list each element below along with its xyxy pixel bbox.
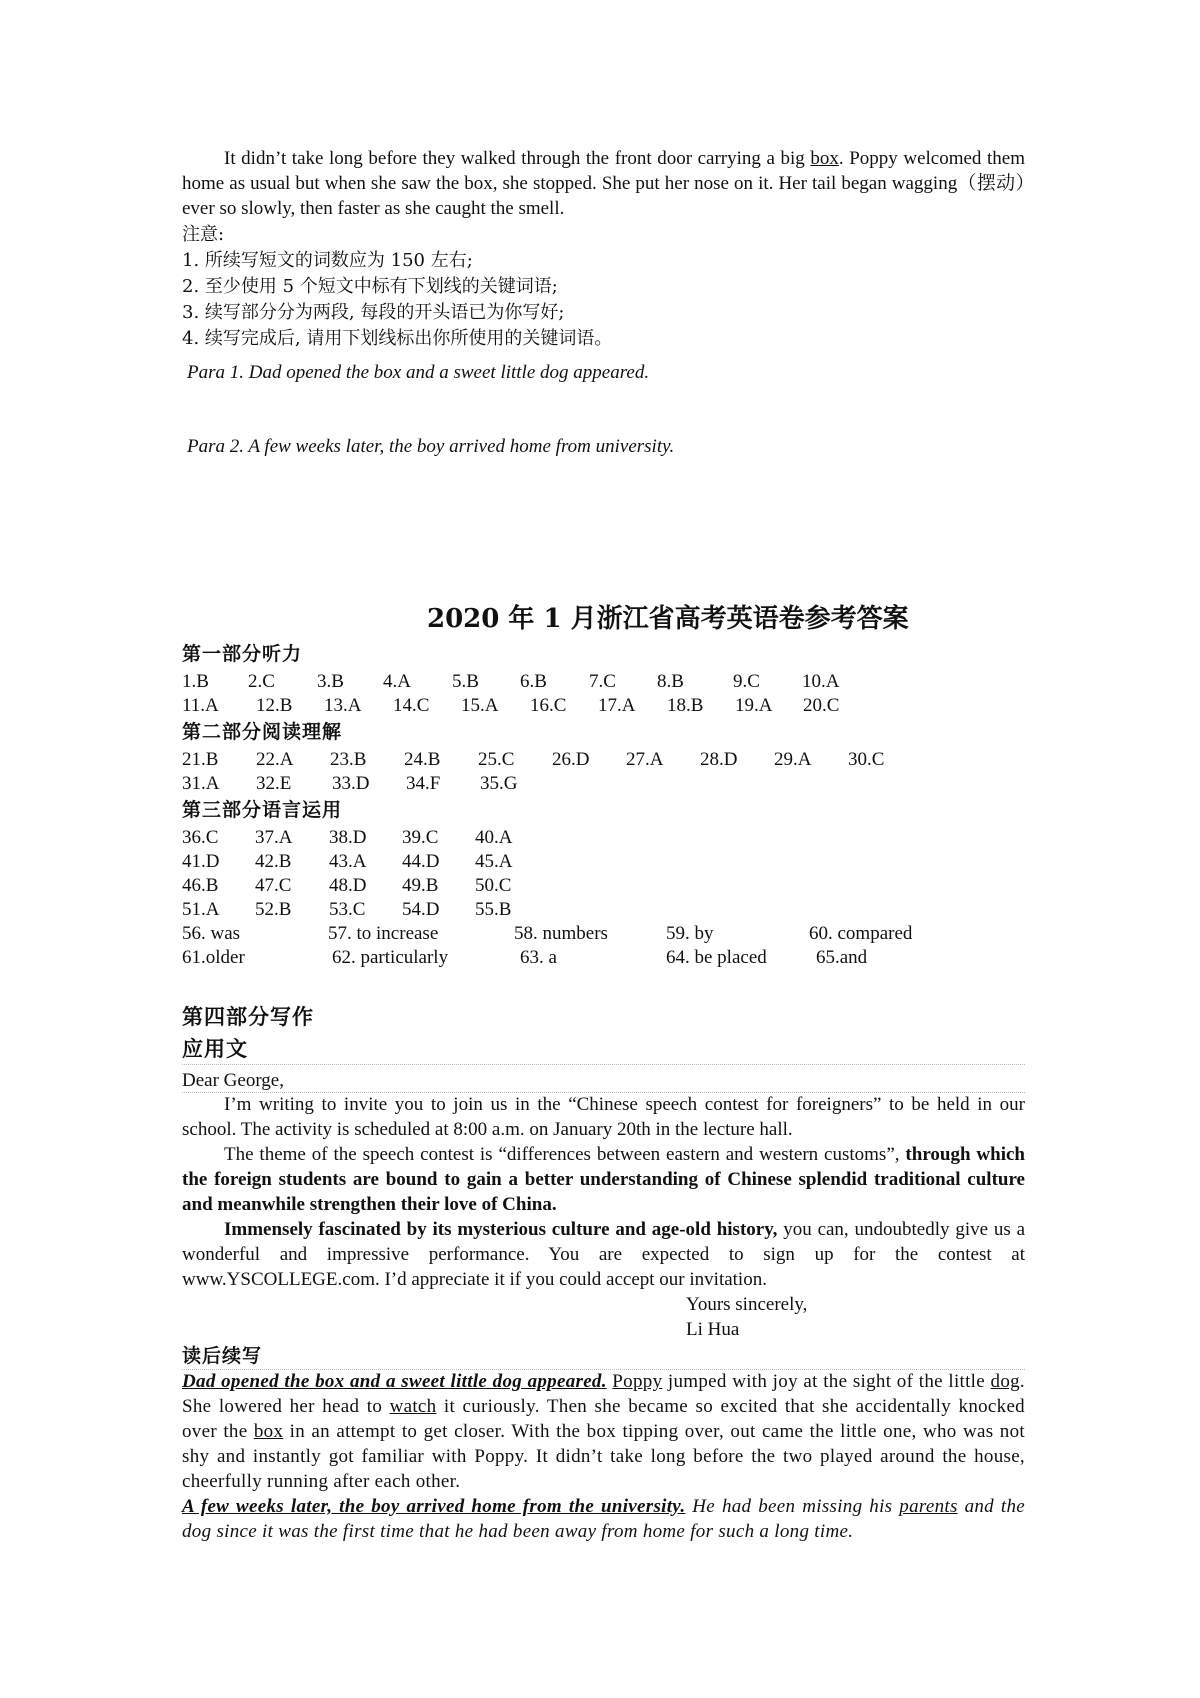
answer-item: 46.B (182, 875, 219, 896)
answer-item: 15.A (461, 695, 499, 716)
continuation-paragraph-2: A few weeks later, the boy arrived home from the university. He had been missing his parents and the dog since it was the first time that he had been away from home for such a long time. (182, 1496, 1025, 1542)
answer-item: 61.older (182, 947, 245, 968)
answer-item: 50.C (475, 875, 512, 896)
answer-item: 26.D (552, 749, 590, 770)
part3-heading: 第三部分语言运用 (182, 799, 343, 821)
letter-paragraph-2: The theme of the speech contest is “differences between eastern and western customs”, through which the foreign students are bound to gain a better understanding of Chinese splendid traditional culture and meanwhile strengthen their love of China. (182, 1144, 1026, 1215)
part1-heading: 第一部分听力 (182, 643, 303, 665)
answer-item: 48.D (329, 875, 367, 896)
answer-item: 40.A (475, 827, 513, 848)
note-2: 2. 至少使用 5 个短文中标有下划线的关键词语; (182, 276, 558, 297)
answer-item: 41.D (182, 851, 220, 872)
note-4: 4. 续写完成后, 请用下划线标出你所使用的关键词语。 (182, 328, 613, 349)
answer-item: 56. was (182, 923, 241, 944)
part4-heading: 第四部分写作 (182, 1005, 314, 1029)
answer-item: 23.B (330, 749, 367, 770)
answer-item: 29.A (774, 749, 812, 770)
answer-item: 62. particularly (332, 947, 449, 968)
answer-item: 45.A (475, 851, 513, 872)
answer-item: 18.B (667, 695, 704, 716)
answer-item: 6.B (520, 671, 547, 692)
answer-item: 36.C (182, 827, 219, 848)
continuation-heading: 读后续写 (182, 1345, 263, 1367)
answer-item: 31.A (182, 773, 220, 794)
answer-item: 22.A (256, 749, 294, 770)
answers-title: 2020 年 1 月浙江省高考英语卷参考答案 (427, 604, 909, 634)
answer-item: 1.B (182, 671, 209, 692)
answer-item: 38.D (329, 827, 367, 848)
answer-item: 8.B (657, 671, 684, 692)
answer-item: 52.B (255, 899, 292, 920)
answer-item: 32.E (256, 773, 292, 794)
answer-item: 16.C (530, 695, 567, 716)
answer-item: 57. to increase (328, 923, 439, 944)
answer-item: 42.B (255, 851, 292, 872)
answer-item: 5.B (452, 671, 479, 692)
answer-item: 27.A (626, 749, 664, 770)
answer-item: 9.C (733, 671, 760, 692)
answer-item: 10.A (802, 671, 840, 692)
answer-item: 64. be placed (666, 947, 767, 968)
letter-paragraph-1: I’m writing to invite you to join us in the “Chinese speech contest for foreigners” to be held in our school. The activity is scheduled at 8:00 a.m. on January 20th in the lecture hall. (182, 1094, 1025, 1140)
answer-item: 39.C (402, 827, 439, 848)
answer-item: 28.D (700, 749, 738, 770)
answer-item: 43.A (329, 851, 367, 872)
note-3: 3. 续写部分分为两段, 每段的开头语已为你写好; (182, 302, 565, 323)
answer-item: 4.A (383, 671, 411, 692)
answer-item: 3.B (317, 671, 344, 692)
answer-item: 7.C (589, 671, 616, 692)
answer-item: 33.D (332, 773, 370, 794)
answer-item: 63. a (520, 947, 557, 968)
answer-item: 2.C (248, 671, 275, 692)
answer-item: 19.A (735, 695, 773, 716)
note-1: 1. 所续写短文的词数应为 150 左右; (182, 250, 473, 271)
answer-item: 24.B (404, 749, 441, 770)
prompt-paragraph: It didn’t take long before they walked through the front door carrying a big box. Poppy welcomed them home as usual but when she saw the box, she stopped. She put her nose on it. Her tail began wagging（摆动）ever so slowly, then faster as she caught the smell. (182, 148, 1025, 219)
answer-item: 49.B (402, 875, 439, 896)
answer-item: 11.A (182, 695, 219, 716)
answer-item: 59. by (666, 923, 714, 944)
applied-writing-heading: 应用文 (182, 1037, 248, 1061)
answer-item: 25.C (478, 749, 515, 770)
letter-paragraph-3: Immensely fascinated by its mysterious culture and age-old history, you can, undoubtedly give us a wonderful and impressive performance. You are expected to sign up for the contest at www.YSCOLLEGE.com. I’d appreciate it if you could accept our invitation. (182, 1219, 1025, 1290)
answer-item: 55.B (475, 899, 512, 920)
keyword-box: box (810, 148, 839, 169)
letter-signature: Li Hua (686, 1319, 740, 1340)
answer-item: 65.and (816, 947, 868, 968)
answer-item: 13.A (324, 695, 362, 716)
answer-item: 60. compared (809, 923, 913, 944)
letter-greeting: Dear George, (182, 1070, 284, 1091)
answer-item: 30.C (848, 749, 885, 770)
answer-item: 14.C (393, 695, 430, 716)
answer-item: 12.B (256, 695, 293, 716)
answer-item: 21.B (182, 749, 219, 770)
answer-item: 20.C (803, 695, 840, 716)
answer-item: 37.A (255, 827, 293, 848)
answer-item: 58. numbers (514, 923, 608, 944)
answer-item: 51.A (182, 899, 220, 920)
letter-closing: Yours sincerely, (686, 1294, 808, 1315)
answer-item: 17.A (598, 695, 636, 716)
divider (182, 1064, 1025, 1065)
notes-label: 注意: (182, 224, 225, 245)
answer-item: 54.D (402, 899, 440, 920)
continuation-paragraph-1: Dad opened the box and a sweet little dog appeared. Poppy jumped with joy at the sight of the little dog. She lowered her head to watch it curiously. Then she became so excited that she accidentally knocked over the box in an attempt to get closer. With the box tipping over, out came the little one, who was not shy and instantly got familiar with Poppy. It didn’t take long before the two played around the house, cheerfully running after each other. (182, 1371, 1025, 1492)
part2-heading: 第二部分阅读理解 (182, 721, 343, 743)
para1-opening: Para 1. Dad opened the box and a sweet little dog appeared. (187, 362, 650, 383)
para2-opening: Para 2. A few weeks later, the boy arrived home from university. (187, 436, 675, 457)
answer-item: 47.C (255, 875, 292, 896)
answer-item: 53.C (329, 899, 366, 920)
answer-item: 35.G (480, 773, 518, 794)
answer-item: 44.D (402, 851, 440, 872)
answer-item: 34.F (406, 773, 441, 794)
